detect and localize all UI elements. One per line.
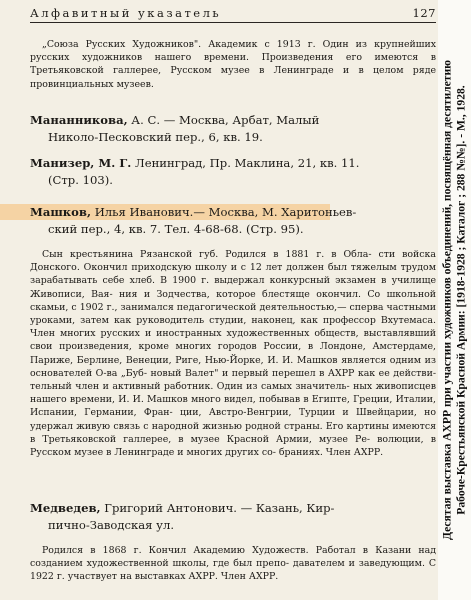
bio-line: И. И. Машков является одним из основателей О-ва „Буб- [30, 354, 436, 379]
mashkov-biography [30, 248, 436, 459]
entry-name: Машков, [30, 205, 92, 219]
entry-medvedev [30, 500, 436, 533]
entry-manannikova [30, 112, 436, 145]
bio-line: Сын крестьянина Рязанской губ. Родился в 1881 г. в Обла- [42, 249, 372, 260]
bio-line: волюции, в Русском музее в Ленинграде и многих других со- [30, 433, 436, 459]
entry-address: А. С. — Москва, Арбат, Малый [127, 113, 320, 127]
intro-line: крупнейших русских художников нашего времени. Произведения [30, 39, 436, 64]
bio-line: Родился в 1868 г. Кончил Академию Художеств. Работал в [42, 545, 369, 556]
bio-line: сперва частными уроками, затем как руководитель студии, [30, 301, 436, 327]
bio-line: браниях. Член АХРР. [278, 447, 384, 459]
entry-name: Мананникова, [30, 113, 128, 127]
bio-line: тельный член и активный работник. Один из самых значитель- [30, 381, 350, 393]
intro-paragraph [30, 38, 436, 91]
header-title: Алфавитный указатель [30, 6, 222, 20]
running-head [30, 6, 436, 23]
bio-line: новый Валет" и первый перешел в АХРР как ее действи- [150, 367, 436, 379]
page-number: 127 [412, 6, 436, 20]
citation-line: Десятая выставка АХРР при участии художников объединений, посвящённая десятилетию [440, 59, 454, 541]
bio-line: Казани над созданием художественной школы, где был препо- [30, 545, 436, 570]
bio-line: и иностранных художественных обществ, выставлявший свои [30, 328, 436, 353]
entry-address-cont: (Стр. 103). [48, 172, 113, 187]
entry-name: Медведев, [30, 501, 101, 515]
bio-line: должен был тяжелым трудом зарабатывать себе хлеб. В 1900 г. [30, 262, 436, 287]
bio-line: наконец, как профессор Вхутемаса. Член многих русских [30, 315, 436, 340]
bio-line: произведения, кроме многих городов России, в Лондоне, [59, 341, 366, 353]
entry-address-cont: ский пер., 4, кв. 7. Тел. 4-68-68. (Стр. 95). [48, 221, 304, 236]
bio-line: связь с народной жизнью родной страны. Его картины имеются [113, 420, 436, 432]
entry-address: Илья Иванович.— Москва, М. Харитоньев- [91, 205, 357, 219]
entry-mashkov [30, 204, 436, 237]
bio-line: Амстердаме, Париже, Берлине, Венеции, Риге, Нью-Йорке, [30, 341, 436, 366]
intro-line: его имеются в Третьяковской галлерее, Русском музее в Ленинграде [30, 52, 436, 77]
bio-line: ных живописцев нашего времени, И. И. Машков много видел, [30, 381, 437, 406]
entry-name: Манизер, М. Г. [30, 156, 132, 170]
intro-line: и в целом ряде провинциальных музеев. [30, 65, 437, 90]
citation-sidebar [438, 0, 471, 600]
bio-line: побывав в Египте, Греции, Италии, Испании, Германии, Фран- [30, 394, 436, 419]
entry-manizer [30, 155, 436, 188]
bio-line: скамьи, с 1902 г., занимался педагогической деятельностью,— [30, 301, 347, 313]
bio-line: в Третьяковской галлерее, в музее Красной Армии, музее Ре- [30, 433, 371, 445]
entry-address: Ленинград, Пр. Маклина, 21, кв. 11. [131, 156, 360, 170]
bio-line: ции, Австро-Венгрии, Турции и Швейцарии, но удержал живую [30, 407, 437, 432]
intro-line: „Союза Русских Художников". Академик с 1913 г. Один из [42, 39, 368, 50]
entry-address-cont: Николо-Песковский пер., 6, кв. 19. [48, 129, 263, 144]
bio-line: ния и Зодчества, которое блестяще окончил. Со школьной [119, 288, 436, 300]
entry-address: Григорий Антонович. — Казань, Кир- [100, 501, 335, 515]
citation-text [441, 5, 468, 595]
medvedev-biography [30, 544, 436, 584]
citation-line: Рабоче-Крестьянской Красной Армии: [1918-1928 ; Каталог ; 288 №№]. - М., 1928. [454, 85, 467, 515]
entry-address-cont: пично-Заводская ул. [48, 517, 175, 532]
bio-line: АХРР. Член АХРР. [188, 571, 279, 583]
bio-line: давателем и заведующим. С 1922 г. участвует на выставках [30, 558, 437, 583]
bio-line: выдержал конкурсный экзамен в училище Живописи, Вая- [30, 275, 436, 300]
bio-line: сти войска Донского. Окончил приходскую школу и с 12 лет [30, 249, 436, 274]
